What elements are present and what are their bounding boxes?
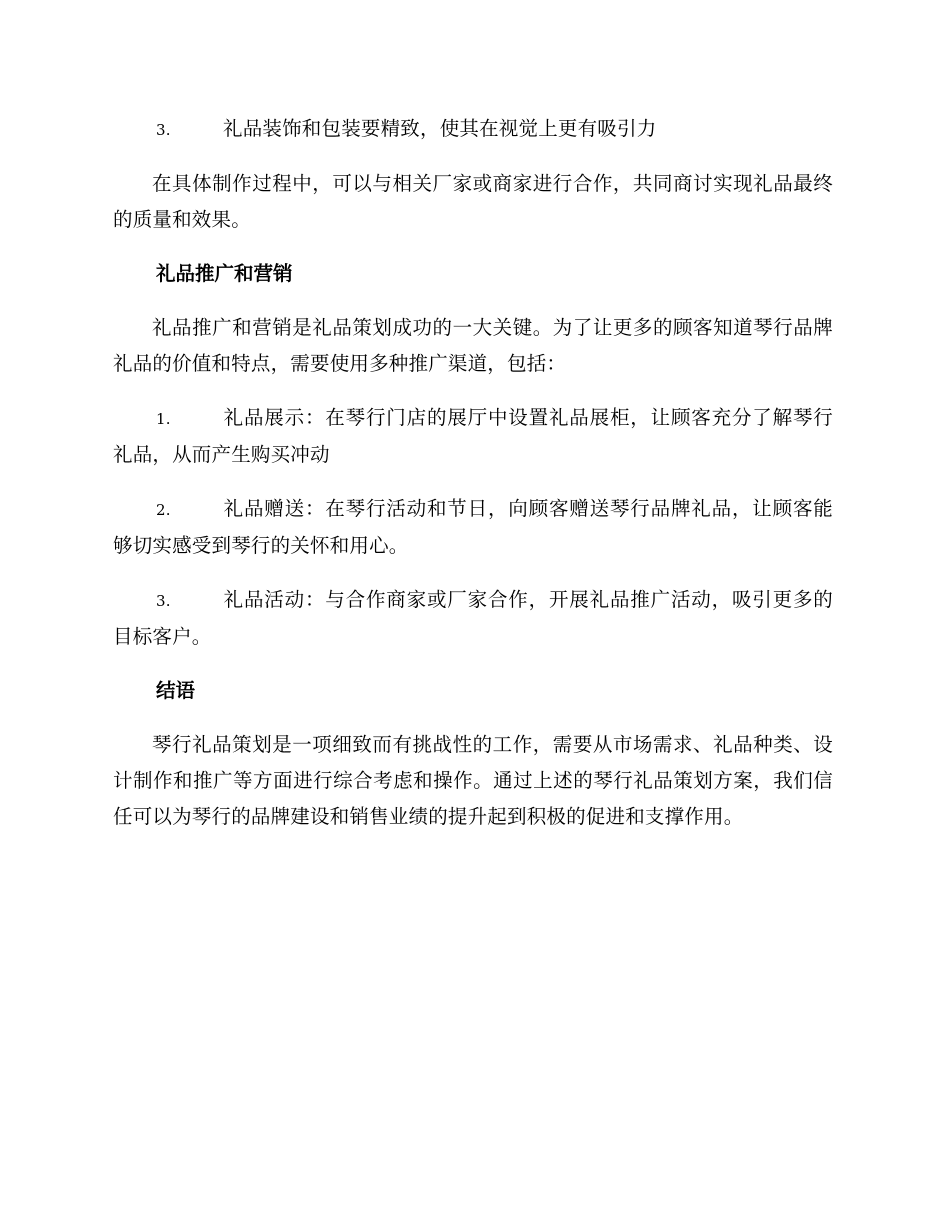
list-item-text: 礼品展示：在琴行门店的展厅中设置礼品展柜，让顾客充分了解琴行礼品，从而产生购买冲动 bbox=[113, 406, 833, 466]
list-item-text: 礼品装饰和包装要精致，使其在视觉上更有吸引力 bbox=[223, 117, 657, 140]
list-item-decoration bbox=[113, 111, 833, 148]
document-content bbox=[113, 111, 833, 835]
list-item-text: 礼品赠送：在琴行活动和节日，向顾客赠送琴行品牌礼品，让顾客能够切实感受到琴行的关怀和用心。 bbox=[113, 497, 833, 557]
list-number: 2. bbox=[156, 501, 171, 519]
list-item-display bbox=[113, 400, 833, 473]
list-item-gift bbox=[113, 491, 833, 564]
list-item-activity bbox=[113, 582, 833, 655]
list-number: 3. bbox=[156, 592, 171, 610]
paragraph-production: 在具体制作过程中，可以与相关厂家或商家进行合作，共同商讨实现礼品最终的质量和效果。 bbox=[113, 172, 833, 231]
section-heading-conclusion: 结语 bbox=[156, 679, 196, 702]
paragraph-promotion-intro: 礼品推广和营销是礼品策划成功的一大关键。为了让更多的顾客知道琴行品牌礼品的价值和特点，需要使用多种推广渠道，包括： bbox=[113, 316, 833, 375]
list-number: 3. bbox=[156, 121, 171, 139]
list-number: 1. bbox=[156, 410, 171, 428]
list-item-text: 礼品活动：与合作商家或厂家合作，开展礼品推广活动，吸引更多的目标客户。 bbox=[113, 588, 833, 648]
paragraph-conclusion: 琴行礼品策划是一项细致而有挑战性的工作，需要从市场需求、礼品种类、设计制作和推广等方面进行综合考虑和操作。通过上述的琴行礼品策划方案，我们信任可以为琴行的品牌建设和销售业绩的提升起到积极的促进和支撑作用。 bbox=[113, 733, 833, 828]
section-heading-promotion: 礼品推广和营销 bbox=[156, 262, 293, 285]
